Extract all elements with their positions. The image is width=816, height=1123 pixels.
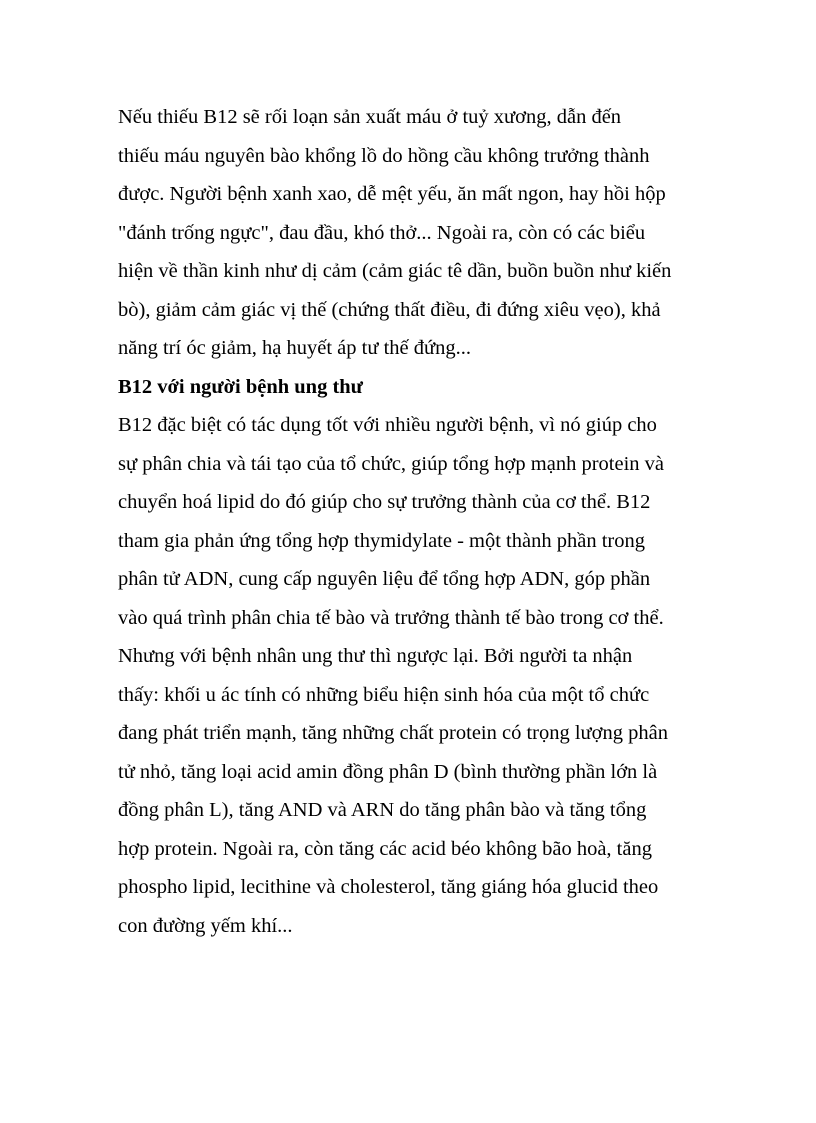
- text-line: vào quá trình phân chia tế bào và trưởng thành tế bào trong cơ thể.: [118, 606, 664, 629]
- text-line: Nhưng với bệnh nhân ung thư thì ngược lại. Bởi người ta nhận: [118, 645, 633, 667]
- text-line: Nếu thiếu B12 sẽ rối loạn sản xuất máu ở tuỷ xương, dẫn đến: [118, 106, 622, 128]
- text-line: đồng phân L), tăng AND và ARN do tăng phân bào và tăng tổng: [118, 799, 647, 821]
- text-line: B12 đặc biệt có tác dụng tốt với nhiều người bệnh, vì nó giúp cho: [118, 414, 657, 436]
- text-line: chuyển hoá lipid do đó giúp cho sự trưởng thành của cơ thể. B12: [118, 491, 651, 513]
- text-line: đang phát triển mạnh, tăng những chất protein có trọng lượng phân: [118, 722, 668, 744]
- text-line: tử nhỏ, tăng loại acid amin đồng phân D (bình thường phần lớn là: [118, 760, 658, 783]
- paragraph-b12-cancer: [118, 406, 708, 945]
- paragraph-b12-deficiency: [118, 98, 708, 368]
- text-line: năng trí óc giảm, hạ huyết áp tư thế đứng...: [118, 337, 471, 359]
- text-line: được. Người bệnh xanh xao, dễ mệt yếu, ăn mất ngon, hay hồi hộp: [118, 183, 666, 205]
- text-line: bò), giảm cảm giác vị thế (chứng thất điều, đi đứng xiêu vẹo), khả: [118, 298, 661, 321]
- text-line: phospho lipid, lecithine và cholesterol, tăng giáng hóa glucid theo: [118, 876, 659, 898]
- text-line: hiện về thần kinh như dị cảm (cảm giác tê dần, buồn buồn như kiến: [118, 260, 672, 282]
- text-line: thiếu máu nguyên bào khổng lồ do hồng cầu không trưởng thành: [118, 144, 650, 167]
- text-line: con đường yếm khí...: [118, 914, 293, 937]
- text-line: phân tử ADN, cung cấp nguyên liệu để tổng hợp ADN, góp phần: [118, 568, 651, 590]
- document-body: [118, 98, 708, 945]
- section-heading-block: [118, 368, 708, 407]
- text-line: thấy: khối u ác tính có những biểu hiện sinh hóa của một tổ chức: [118, 683, 650, 706]
- text-line: hợp protein. Ngoài ra, còn tăng các acid béo không bão hoà, tăng: [118, 837, 652, 860]
- text-line: "đánh trống ngực", đau đầu, khó thở... Ngoài ra, còn có các biểu: [118, 221, 646, 244]
- text-line: tham gia phản ứng tổng hợp thymidylate - một thành phần trong: [118, 529, 645, 552]
- section-heading: B12 với người bệnh ung thư: [118, 375, 363, 398]
- text-line: sự phân chia và tái tạo của tổ chức, giúp tổng hợp mạnh protein và: [118, 452, 664, 475]
